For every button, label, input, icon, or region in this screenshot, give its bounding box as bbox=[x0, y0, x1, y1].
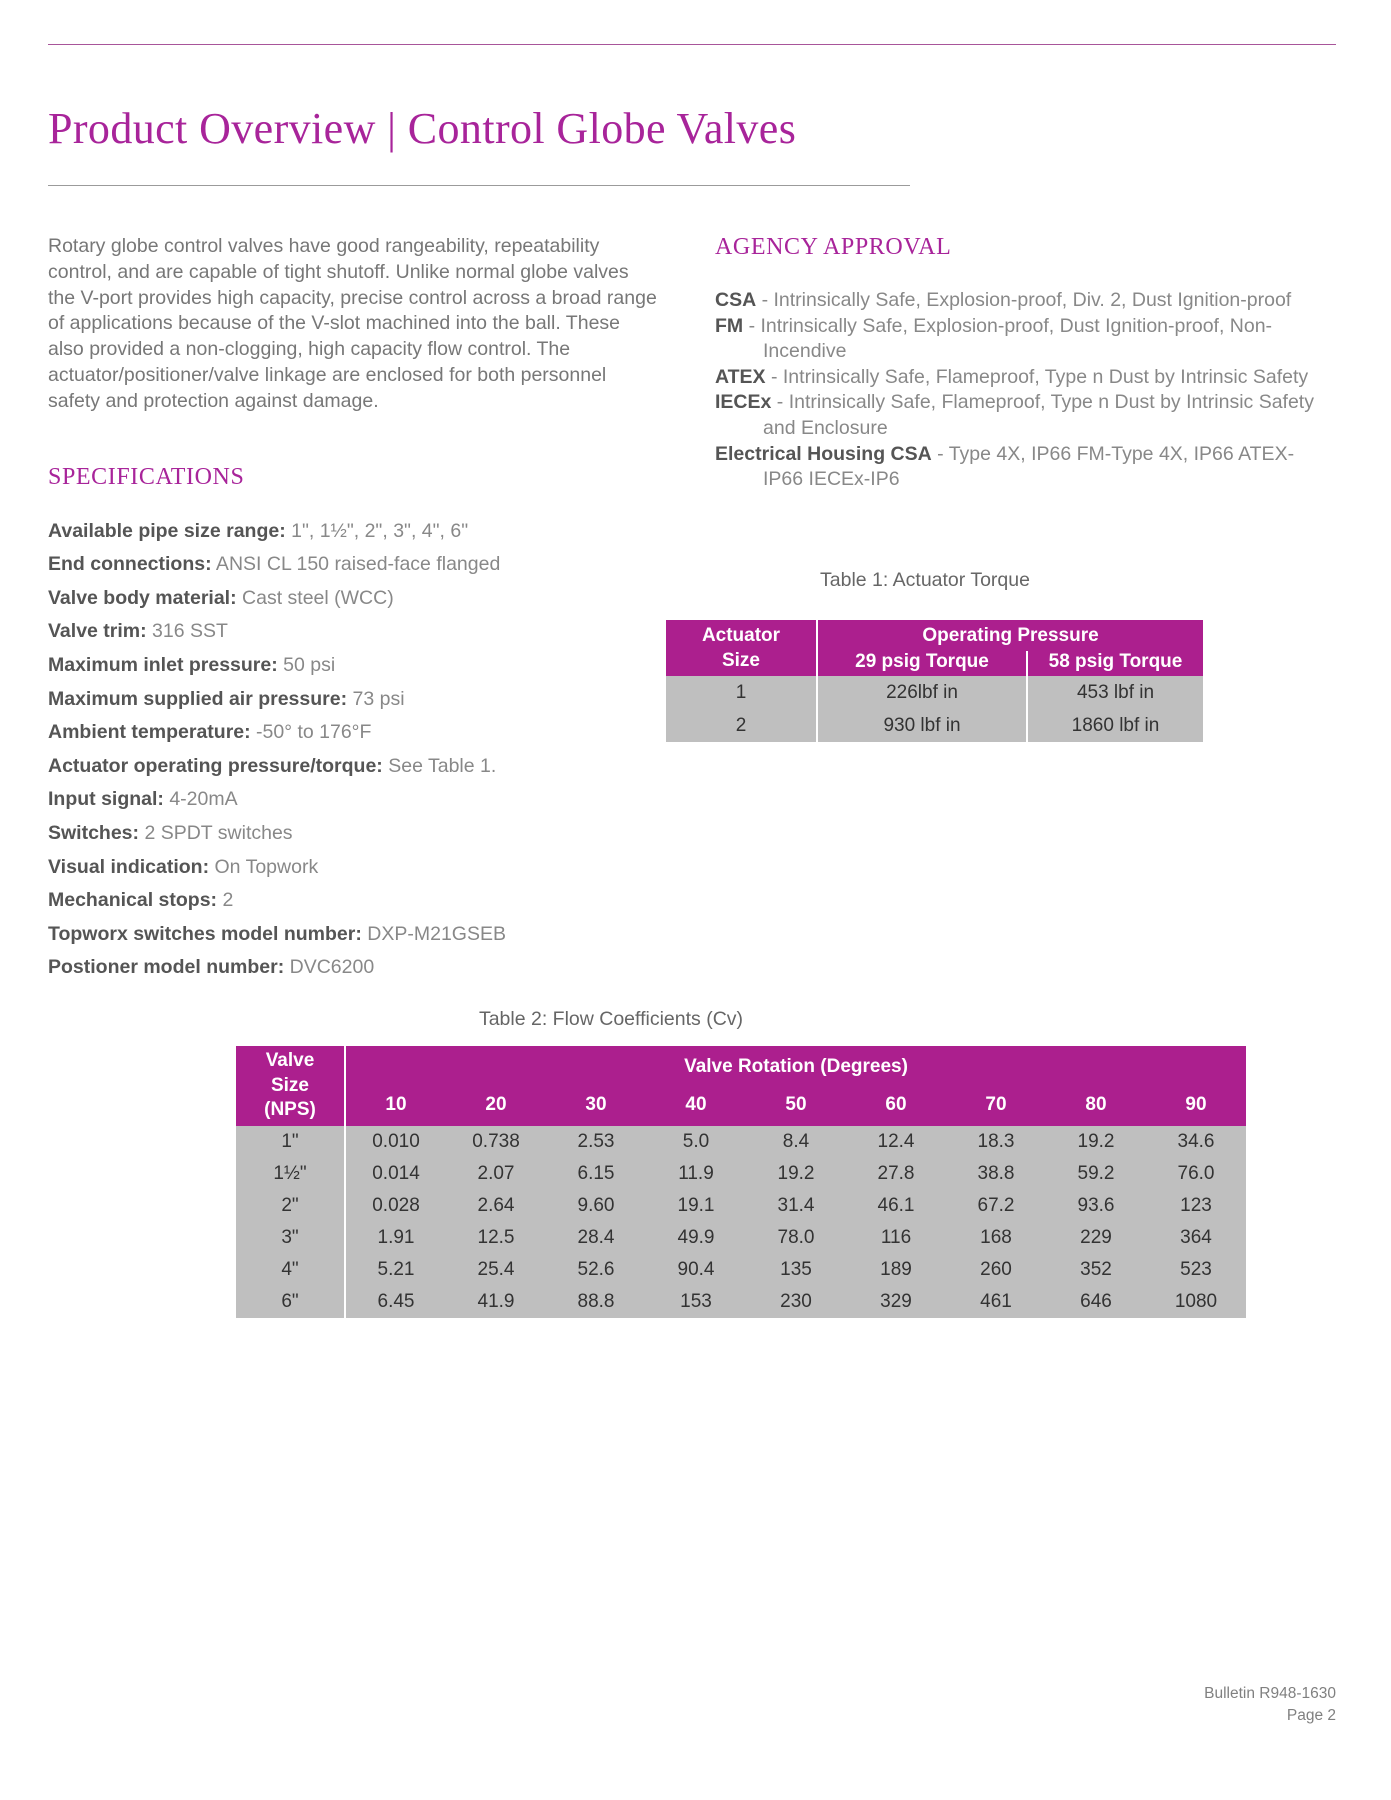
page-title: Product Overview | Control Globe Valves bbox=[48, 104, 797, 154]
table2-nps-label: (NPS) bbox=[264, 1099, 316, 1120]
table2-cell-cv: 19.2 bbox=[746, 1158, 846, 1190]
table2-cell-cv: 2.53 bbox=[546, 1126, 646, 1158]
table2-cell-cv: 12.5 bbox=[446, 1222, 546, 1254]
spec-item-value: 73 psi bbox=[347, 687, 405, 710]
table2-caption: Table 2: Flow Coefficients (Cv) bbox=[478, 1008, 744, 1030]
spec-item-value: 4-20mA bbox=[163, 788, 238, 811]
table2-cell-cv: 0.014 bbox=[345, 1158, 446, 1190]
table1-cell-29psig: 226lbf in bbox=[817, 676, 1027, 709]
spec-item-value: 316 SST bbox=[146, 620, 228, 643]
agency-item-label: CSA bbox=[715, 289, 757, 311]
table1-actuator-label: Actuator bbox=[701, 625, 781, 646]
table2-degree-header: 40 bbox=[646, 1087, 746, 1126]
table2-degree-header: 90 bbox=[1146, 1087, 1246, 1126]
spec-item bbox=[48, 884, 608, 918]
table-row bbox=[236, 1190, 1246, 1222]
spec-item bbox=[48, 515, 608, 549]
table-row bbox=[236, 1222, 1246, 1254]
table-row bbox=[236, 1126, 1246, 1158]
left-column bbox=[48, 234, 657, 985]
agency-approval-list bbox=[715, 288, 1315, 493]
table2-cell-cv: 88.8 bbox=[546, 1286, 646, 1318]
spec-item-value: DVC6200 bbox=[284, 956, 375, 979]
table1-cell-size: 2 bbox=[666, 709, 817, 742]
table2-cell-cv: 0.028 bbox=[345, 1190, 446, 1222]
spec-item-value: Cast steel (WCC) bbox=[236, 586, 394, 609]
table1-cell-size: 1 bbox=[666, 676, 817, 709]
spec-item bbox=[48, 716, 608, 750]
table2-cell-valve-size: 6" bbox=[236, 1286, 345, 1318]
table-row bbox=[666, 709, 1203, 742]
table2-cell-cv: 11.9 bbox=[646, 1158, 746, 1190]
page-number: Page 2 bbox=[1286, 1707, 1336, 1724]
table2-cell-cv: 2.07 bbox=[446, 1158, 546, 1190]
spec-item-label: End connections: bbox=[48, 553, 212, 576]
table2-cell-cv: 2.64 bbox=[446, 1190, 546, 1222]
table2-cell-cv: 52.6 bbox=[546, 1254, 646, 1286]
specifications-list bbox=[48, 515, 608, 985]
spec-item-label: Switches: bbox=[48, 821, 140, 844]
table2-cell-cv: 18.3 bbox=[946, 1126, 1046, 1158]
table2-cell-cv: 78.0 bbox=[746, 1222, 846, 1254]
table2-degree-header: 80 bbox=[1046, 1087, 1146, 1126]
actuator-torque-table bbox=[666, 620, 1203, 742]
table2-col-valve-size bbox=[236, 1046, 345, 1126]
table-row bbox=[236, 1286, 1246, 1318]
spec-item bbox=[48, 548, 608, 582]
spec-item bbox=[48, 783, 608, 817]
spec-item-label: Valve body material: bbox=[48, 586, 237, 609]
spec-item bbox=[48, 615, 608, 649]
top-rule bbox=[48, 44, 1336, 45]
table2-cell-cv: 0.738 bbox=[446, 1126, 546, 1158]
agency-item-value: - Type 4X, IP66 FM-Type 4X, IP66 ATEX-IP66 IECEx-IP6 bbox=[763, 442, 1295, 491]
table2-cell-cv: 67.2 bbox=[946, 1190, 1046, 1222]
spec-item-value: 2 SPDT switches bbox=[139, 821, 293, 844]
table2-cell-cv: 49.9 bbox=[646, 1222, 746, 1254]
spec-item-label: Mechanical stops: bbox=[48, 889, 218, 912]
table2-header-row-1 bbox=[236, 1046, 1246, 1087]
table-row bbox=[236, 1158, 1246, 1190]
agency-item-value: - Intrinsically Safe, Explosion-proof, Dust Ignition-proof, Non-Incendive bbox=[743, 314, 1273, 363]
table1-cell-29psig: 930 lbf in bbox=[817, 709, 1027, 742]
agency-item bbox=[715, 442, 1315, 493]
table1-body bbox=[666, 676, 1203, 742]
table2-cell-cv: 59.2 bbox=[1046, 1158, 1146, 1190]
specifications-heading: SPECIFICATIONS bbox=[48, 463, 245, 490]
agency-item bbox=[715, 288, 1315, 314]
spec-item-value: ANSI CL 150 raised-face flanged bbox=[211, 553, 501, 576]
table1-head bbox=[666, 620, 1203, 676]
spec-item-label: Valve trim: bbox=[48, 620, 147, 643]
agency-approval-heading: AGENCY APPROVAL bbox=[715, 234, 952, 260]
agency-item-value: - Intrinsically Safe, Flameproof, Type n Dust by Intrinsic Safety bbox=[765, 365, 1309, 388]
table2-cell-cv: 229 bbox=[1046, 1222, 1146, 1254]
table1-size-label: Size bbox=[721, 650, 761, 671]
table2-cell-cv: 230 bbox=[746, 1286, 846, 1318]
table2-degree-header: 70 bbox=[946, 1087, 1046, 1126]
table2-degree-header: 30 bbox=[546, 1087, 646, 1126]
spec-item bbox=[48, 918, 608, 952]
bulletin-number: Bulletin R948-1630 bbox=[1204, 1685, 1336, 1702]
table2-cell-valve-size: 4" bbox=[236, 1254, 345, 1286]
table1-col-actuator-size bbox=[666, 620, 817, 676]
table2-cell-cv: 38.8 bbox=[946, 1158, 1046, 1190]
table2-cell-cv: 27.8 bbox=[846, 1158, 946, 1190]
spec-item-label: Topworx switches model number: bbox=[48, 922, 362, 945]
spec-item-label: Actuator operating pressure/torque: bbox=[48, 754, 383, 777]
agency-item-label: Electrical Housing CSA bbox=[715, 442, 932, 465]
table2-cell-cv: 153 bbox=[646, 1286, 746, 1318]
agency-item bbox=[715, 365, 1315, 391]
spec-item bbox=[48, 582, 608, 616]
agency-item-label: FM bbox=[715, 314, 744, 337]
agency-item bbox=[715, 390, 1315, 441]
table2-cell-cv: 9.60 bbox=[546, 1190, 646, 1222]
table2-cell-cv: 116 bbox=[846, 1222, 946, 1254]
table2-cell-valve-size: 3" bbox=[236, 1222, 345, 1254]
spec-item-label: Maximum supplied air pressure: bbox=[48, 687, 348, 710]
spec-item-label: Maximum inlet pressure: bbox=[48, 653, 278, 676]
agency-item-label: IECEx bbox=[715, 391, 772, 414]
table2-degree-header: 60 bbox=[846, 1087, 946, 1126]
table2-cell-cv: 523 bbox=[1146, 1254, 1246, 1286]
table2-cell-cv: 25.4 bbox=[446, 1254, 546, 1286]
title-underline-rule bbox=[48, 185, 910, 186]
table2-cell-cv: 6.45 bbox=[345, 1286, 446, 1318]
spec-item-label: Visual indication: bbox=[48, 855, 210, 878]
spec-item-label: Input signal: bbox=[48, 788, 164, 811]
table2-cell-cv: 5.0 bbox=[646, 1126, 746, 1158]
agency-item-value: - Intrinsically Safe, Explosion-proof, Div. 2, Dust Ignition-proof bbox=[756, 289, 1292, 311]
spec-item-label: Ambient temperature: bbox=[48, 721, 251, 744]
table2-cell-cv: 168 bbox=[946, 1222, 1046, 1254]
spec-item-value: DXP-M21GSEB bbox=[361, 922, 506, 945]
spec-item-value: See Table 1. bbox=[382, 754, 497, 777]
table2-degree-header: 50 bbox=[746, 1087, 846, 1126]
table2-cell-cv: 31.4 bbox=[746, 1190, 846, 1222]
table-row bbox=[666, 676, 1203, 709]
table2-cell-cv: 76.0 bbox=[1146, 1158, 1246, 1190]
table2-cell-cv: 8.4 bbox=[746, 1126, 846, 1158]
table1-col-58psig: 58 psig Torque bbox=[1027, 651, 1203, 676]
spec-item-label: Available pipe size range: bbox=[48, 519, 286, 542]
table2-cell-cv: 19.2 bbox=[1046, 1126, 1146, 1158]
spec-item bbox=[48, 951, 608, 985]
table2-cell-cv: 364 bbox=[1146, 1222, 1246, 1254]
table2-cell-cv: 0.010 bbox=[345, 1126, 446, 1158]
table2-cell-cv: 329 bbox=[846, 1286, 946, 1318]
agency-item bbox=[715, 314, 1315, 365]
spec-item-value: 1", 1½", 2", 3", 4", 6" bbox=[285, 519, 469, 542]
intro-paragraph: Rotary globe control valves have good rangeability, repeatability control, and are capable of tight shutoff. Unlike normal globe valves the V-port provides high capacity, precise control across a broad range of applications because of the V-slot machined into the ball. These also provided a non-clogging, high capacity flow control. The actuator/positioner/valve linkage are enclosed for both personnel safety and protection against damage. bbox=[48, 235, 657, 412]
table2-cell-cv: 189 bbox=[846, 1254, 946, 1286]
table2-header-row-2 bbox=[236, 1087, 1246, 1126]
spec-item bbox=[48, 683, 608, 717]
table2-cell-cv: 352 bbox=[1046, 1254, 1146, 1286]
table2-cell-cv: 34.6 bbox=[1146, 1126, 1246, 1158]
table2-cell-cv: 135 bbox=[746, 1254, 846, 1286]
table2-degree-header: 20 bbox=[446, 1087, 546, 1126]
table2-cell-cv: 260 bbox=[946, 1254, 1046, 1286]
right-column bbox=[715, 234, 1315, 493]
table2-cell-cv: 90.4 bbox=[646, 1254, 746, 1286]
spec-item bbox=[48, 817, 608, 851]
table2-cell-cv: 28.4 bbox=[546, 1222, 646, 1254]
page-footer bbox=[1204, 1683, 1336, 1727]
table2-col-valve-rotation: Valve Rotation (Degrees) bbox=[345, 1046, 1246, 1087]
spec-item-value: 50 psi bbox=[277, 653, 336, 676]
flow-coefficients-table bbox=[236, 1046, 1246, 1318]
table1-cell-58psig: 453 lbf in bbox=[1027, 676, 1203, 709]
agency-item-value: - Intrinsically Safe, Flameproof, Type n Dust by Intrinsic Safety and Enclosure bbox=[763, 391, 1314, 439]
table2-cell-cv: 93.6 bbox=[1046, 1190, 1146, 1222]
table2-cell-cv: 19.1 bbox=[646, 1190, 746, 1222]
table2-head bbox=[236, 1046, 1246, 1126]
table2-cell-valve-size: 1" bbox=[236, 1126, 345, 1158]
spec-item-value: -50° to 176°F bbox=[250, 721, 372, 744]
spec-item bbox=[48, 750, 608, 784]
table2-size-label: Size bbox=[270, 1074, 310, 1096]
spec-item bbox=[48, 851, 608, 885]
table2-cell-cv: 1080 bbox=[1146, 1286, 1246, 1318]
spec-item-label: Postioner model number: bbox=[48, 956, 285, 979]
table2-cell-cv: 46.1 bbox=[846, 1190, 946, 1222]
table1-caption: Table 1: Actuator Torque bbox=[820, 569, 1030, 591]
spec-item-value: On Topwork bbox=[209, 855, 319, 878]
table1-col-operating-pressure: Operating Pressure bbox=[817, 620, 1203, 651]
spec-item-value: 2 bbox=[217, 889, 234, 912]
table2-cell-cv: 6.15 bbox=[546, 1158, 646, 1190]
table2-cell-cv: 12.4 bbox=[846, 1126, 946, 1158]
table1-cell-58psig: 1860 lbf in bbox=[1027, 709, 1203, 742]
table2-valve-label: Valve bbox=[265, 1050, 315, 1071]
table2-cell-cv: 1.91 bbox=[345, 1222, 446, 1254]
spec-item bbox=[48, 649, 608, 683]
table2-cell-cv: 123 bbox=[1146, 1190, 1246, 1222]
table2-cell-cv: 5.21 bbox=[345, 1254, 446, 1286]
table2-cell-cv: 646 bbox=[1046, 1286, 1146, 1318]
table-row bbox=[236, 1254, 1246, 1286]
table2-cell-cv: 461 bbox=[946, 1286, 1046, 1318]
agency-item-label: ATEX bbox=[715, 365, 766, 388]
table2-cell-cv: 41.9 bbox=[446, 1286, 546, 1318]
table2-body bbox=[236, 1126, 1246, 1318]
table1-header-row-1 bbox=[666, 620, 1203, 651]
table2-degree-header: 10 bbox=[345, 1087, 446, 1126]
table2-cell-valve-size: 1½" bbox=[236, 1158, 345, 1190]
table1-col-29psig: 29 psig Torque bbox=[817, 651, 1027, 676]
table2-cell-valve-size: 2" bbox=[236, 1190, 345, 1222]
